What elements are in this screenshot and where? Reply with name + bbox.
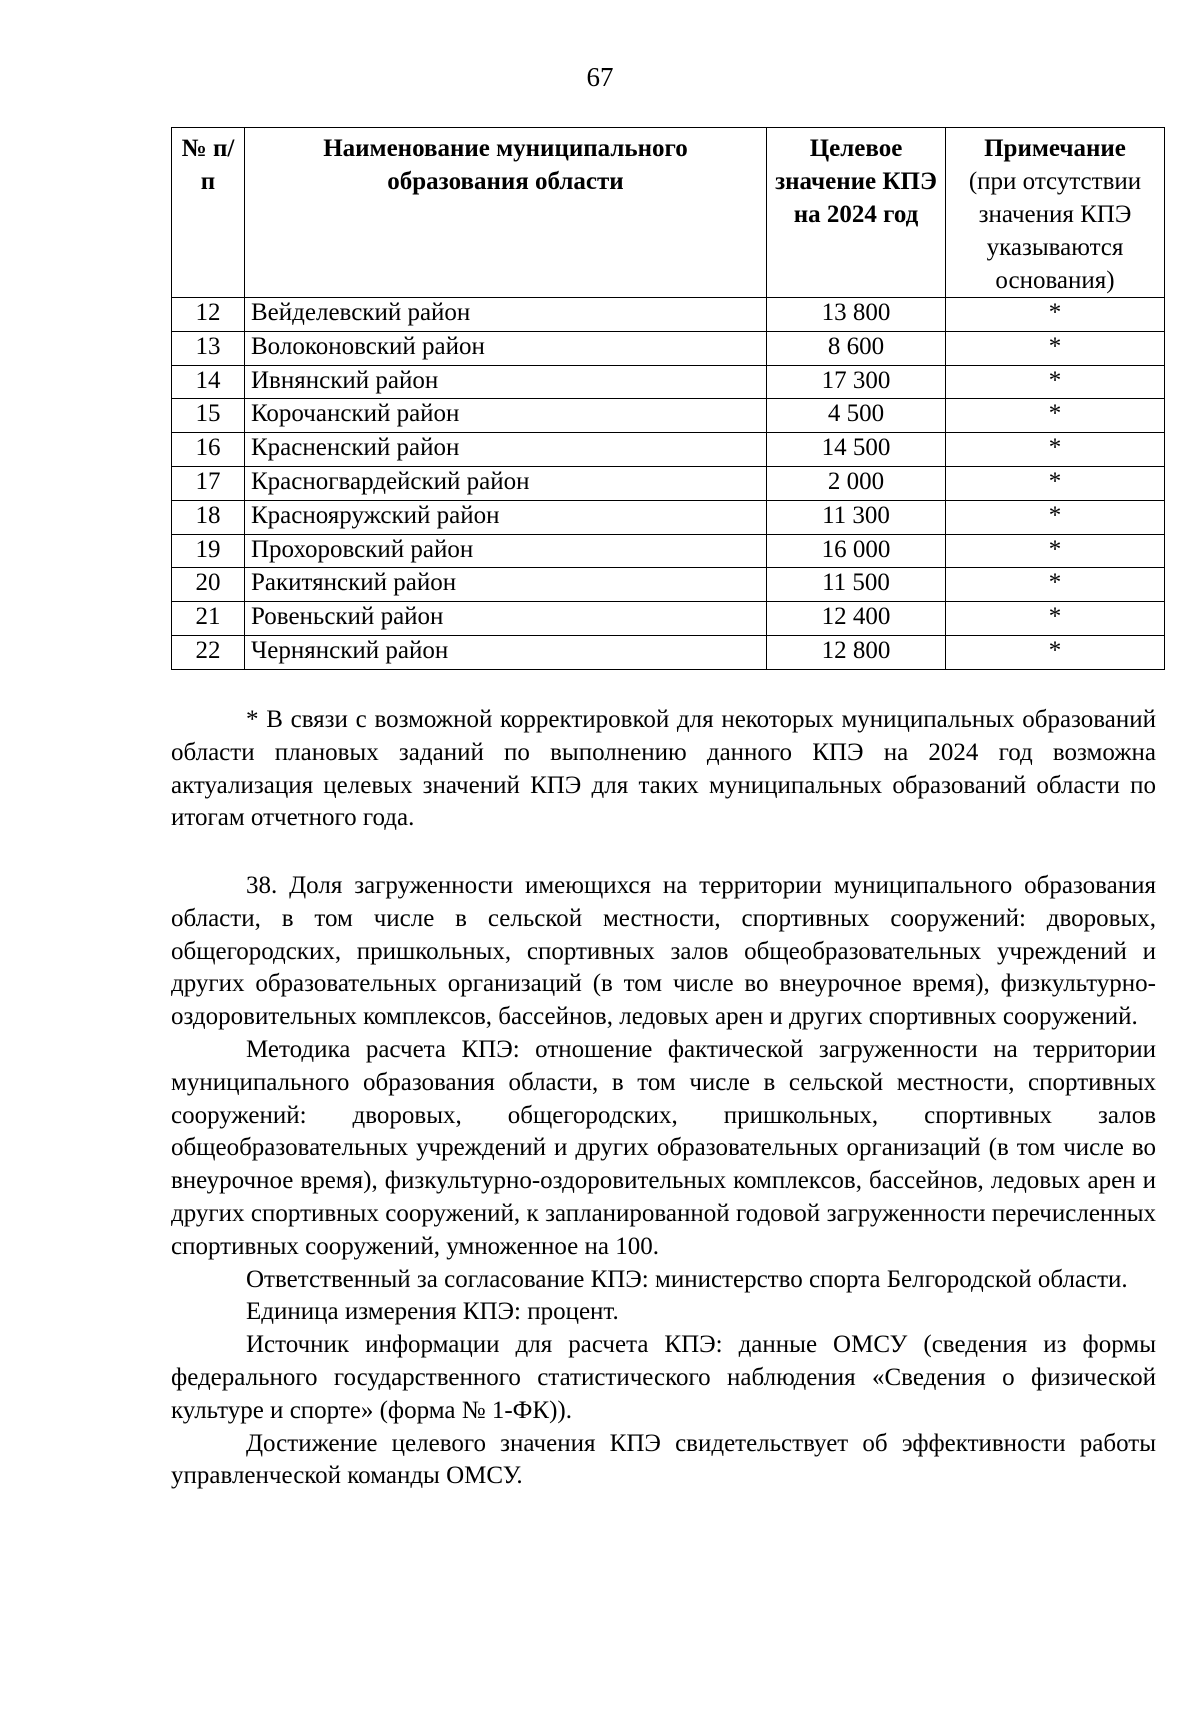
table-header-row: [172, 128, 1165, 298]
row-target: 12 800: [767, 635, 946, 669]
row-name: Красногвардейский район: [245, 466, 767, 500]
unit-paragraph: Единица измерения КПЭ: процент.: [246, 1298, 619, 1326]
row-note: *: [946, 500, 1165, 534]
table-row: [172, 365, 1165, 399]
row-name: Чернянский район: [245, 635, 767, 669]
table-row: [172, 500, 1165, 534]
method-paragraph: Методика расчета КПЭ: отношение фактической загруженности на территории муниципального образования области, в том числе в сельской местности, спортивных сооружений: дворовых, общегородских, пришкольных, спортивных залов общеобразовательных учреждений и других образовательных организаций (в том числе во внеурочное время), физкультурно-оздоровительных комплексов, бассейнов, ледовых арен и других спортивных сооружений, к запланированной годовой загруженности перечисленных спортивных сооружений, умноженное на 100.: [171, 1035, 1156, 1260]
row-target: 12 400: [767, 602, 946, 636]
row-name: Ровеньский район: [245, 602, 767, 636]
row-note: *: [946, 466, 1165, 500]
row-note: *: [946, 534, 1165, 568]
row-num: 22: [172, 635, 245, 669]
header-num: № п/п: [172, 128, 245, 298]
table-row: [172, 466, 1165, 500]
row-note: *: [946, 298, 1165, 332]
row-name: Корочанский район: [245, 399, 767, 433]
row-num: 19: [172, 534, 245, 568]
table-row: [172, 298, 1165, 332]
row-target: 8 600: [767, 331, 946, 365]
page-number: 67: [586, 62, 614, 92]
source-paragraph: Источник информации для расчета КПЭ: данные ОМСУ (сведения из формы федерального государственного статистического наблюдения «Сведения о физической культуре и спорте» (форма № 1-ФК)).: [171, 1331, 1156, 1424]
header-note: [946, 128, 1165, 298]
table-row: [172, 331, 1165, 365]
row-name: Красненский район: [245, 433, 767, 467]
row-target: 4 500: [767, 399, 946, 433]
row-name: Прохоровский район: [245, 534, 767, 568]
table-row: [172, 568, 1165, 602]
header-target: Целевое значение КПЭ на 2024 год: [767, 128, 946, 298]
table-row: [172, 433, 1165, 467]
header-note-sub: (при отсутствии значения КПЭ указываются основания): [968, 168, 1142, 294]
row-note: *: [946, 568, 1165, 602]
row-target: 14 500: [767, 433, 946, 467]
row-note: *: [946, 365, 1165, 399]
row-note: *: [946, 602, 1165, 636]
row-num: 18: [172, 500, 245, 534]
row-target: 17 300: [767, 365, 946, 399]
row-note: *: [946, 635, 1165, 669]
row-target: 16 000: [767, 534, 946, 568]
row-name: Ивнянский район: [245, 365, 767, 399]
row-num: 16: [172, 433, 245, 467]
row-num: 12: [172, 298, 245, 332]
row-num: 15: [172, 399, 245, 433]
kpe-table: [171, 127, 1165, 670]
row-name: Краснояружский район: [245, 500, 767, 534]
achievement-paragraph: Достижение целевого значения КПЭ свидетельствует об эффективности работы управленческой команды ОМСУ.: [171, 1429, 1156, 1490]
row-target: 2 000: [767, 466, 946, 500]
row-target: 11 300: [767, 500, 946, 534]
row-target: 11 500: [767, 568, 946, 602]
section-38: [171, 870, 1156, 1493]
row-num: 20: [172, 568, 245, 602]
row-num: 13: [172, 331, 245, 365]
responsible-paragraph: Ответственный за согласование КПЭ: министерство спорта Белгородской области.: [246, 1265, 1128, 1293]
header-name: Наименование муниципального образования области: [245, 128, 767, 298]
header-note-title: Примечание: [984, 135, 1126, 162]
row-name: Вейделевский район: [245, 298, 767, 332]
row-note: *: [946, 399, 1165, 433]
row-name: Волоконовский район: [245, 331, 767, 365]
table-row: [172, 399, 1165, 433]
row-note: *: [946, 433, 1165, 467]
row-num: 14: [172, 365, 245, 399]
row-num: 17: [172, 466, 245, 500]
table-row: [172, 602, 1165, 636]
footnote-text: * В связи с возможной корректировкой для некоторых муниципальных образований области плановых заданий по выполнению данного КПЭ на 2024 год возможна актуализация целевых значений КПЭ для таких муниципальных образований области по итогам отчетного года.: [171, 706, 1156, 832]
row-note: *: [946, 331, 1165, 365]
table-row: [172, 635, 1165, 669]
row-target: 13 800: [767, 298, 946, 332]
row-num: 21: [172, 602, 245, 636]
table-row: [172, 534, 1165, 568]
row-name: Ракитянский район: [245, 568, 767, 602]
footnote: [171, 704, 1156, 835]
section-title-paragraph: 38. Доля загруженности имеющихся на территории муниципального образования области, в том числе в сельской местности, спортивных сооружений: дворовых, общегородских, пришкольных, спортивных залов общеобразовательных учреждений и других образовательных организаций (в том числе во внеурочное время), физкультурно-оздоровительных комплексов, бассейнов, ледовых арен и других спортивных сооружений.: [171, 872, 1156, 1031]
